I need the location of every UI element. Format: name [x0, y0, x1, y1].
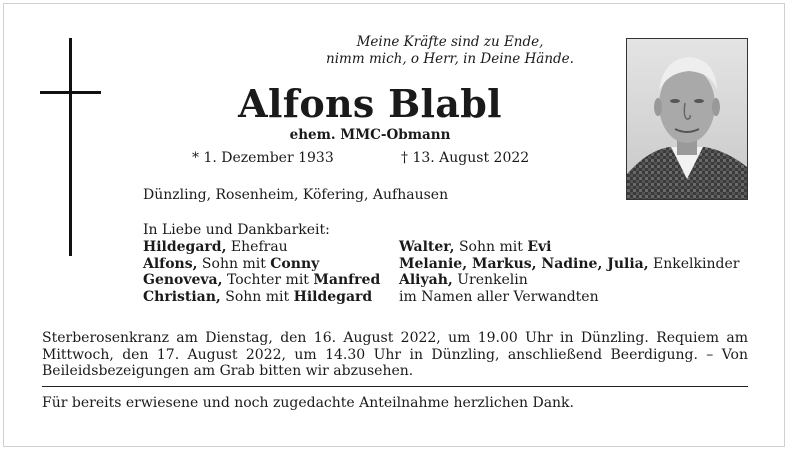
divider: [42, 386, 748, 387]
mourner-line: [143, 289, 380, 306]
verse-line-2: nimm mich, o Herr, in Deine Hände.: [326, 51, 574, 67]
mourner-partner: Hildegard: [293, 288, 373, 305]
verse: [300, 34, 600, 68]
portrait-illustration: [627, 39, 747, 199]
mourner-relation: im Namen aller Verwandten: [399, 288, 599, 305]
mourner-line: [399, 272, 739, 289]
death-date: † 13. August 2022: [401, 150, 530, 166]
mourner-line: [399, 239, 739, 256]
deceased-name: Alfons Blabl: [238, 81, 502, 126]
mourner-name: Walter,: [399, 239, 455, 255]
mourner-name: Alfons,: [143, 255, 198, 272]
mourner-name: Aliyah,: [399, 272, 453, 288]
mourner-name: Hildegard,: [143, 239, 227, 255]
mourner-line: [143, 272, 380, 289]
mourner-relation: Ehefrau: [226, 239, 288, 255]
mourners-left-column: [143, 239, 380, 305]
birth-date: * 1. Dezember 1933: [192, 150, 334, 166]
verse-line-1: Meine Kräfte sind zu Ende,: [356, 34, 544, 50]
cross-horizontal-bar: [40, 91, 101, 94]
mourners-heading: In Liebe und Dankbarkeit:: [143, 222, 330, 238]
mourner-line: [399, 256, 739, 273]
funeral-details: Sterberosenkranz am Dienstag, den 16. August 2022, um 19.00 Uhr in Dünzling. Requiem am Mittwoch, den 17. August 2022, um 14.30 Uhr in Dünzling, anschließend Beerdigung. – Von Beileidsbezeigungen am Grab bitten wir abzusehen.: [42, 330, 748, 379]
mourner-relation: Urenkelin: [452, 272, 528, 288]
mourner-partner: Manfred: [313, 272, 381, 288]
mourner-relation: Sohn mit: [197, 255, 271, 272]
mourner-name: Genoveva,: [143, 272, 223, 288]
mourner-name: Christian,: [143, 288, 221, 305]
places-list: Dünzling, Rosenheim, Köfering, Aufhausen: [143, 187, 449, 203]
cross-vertical-bar: [69, 38, 72, 256]
closing-thanks: Für bereits erwiesene und noch zugedachte Anteilnahme herzlichen Dank.: [42, 395, 574, 411]
mourner-partner: Evi: [527, 239, 552, 255]
portrait-photo: [626, 38, 748, 200]
mourners-right-column: [399, 239, 739, 305]
mourner-line: [143, 256, 380, 273]
mourner-relation: Tochter mit: [222, 272, 314, 288]
mourner-name: Melanie, Markus, Nadine, Julia,: [399, 255, 649, 272]
mourner-relation: Sohn mit: [454, 239, 528, 255]
mourner-relation: Enkelkinder: [648, 255, 740, 272]
mourner-partner: Conny: [270, 255, 320, 272]
mourner-relation: Sohn mit: [220, 288, 294, 305]
deceased-title: ehem. MMC-Obmann: [289, 127, 451, 143]
mourner-line: [143, 239, 380, 256]
mourner-line: [399, 289, 739, 306]
